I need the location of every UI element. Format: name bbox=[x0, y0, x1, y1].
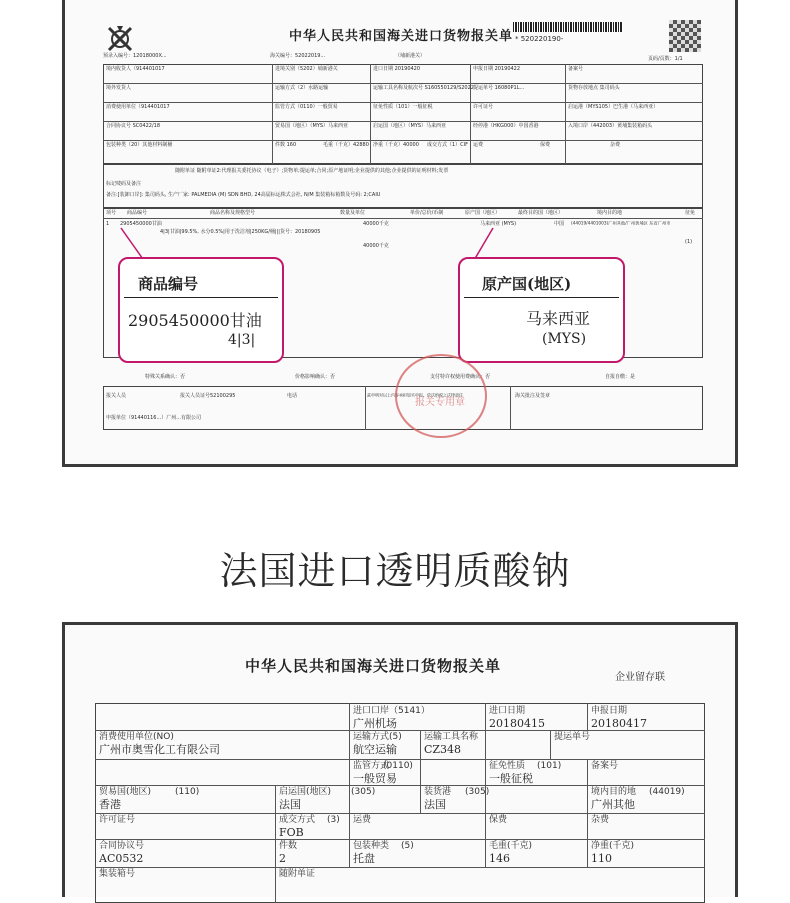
item-col-final: 最终目的国（地区） bbox=[518, 210, 564, 216]
row3-c5: 启运港（MYS105）巴生港（马来西亚） bbox=[568, 104, 659, 110]
trade-country-label: 贸易国(地区) bbox=[99, 787, 152, 797]
destination-value: 广州其他 bbox=[591, 798, 635, 811]
freight-label: 运费 bbox=[353, 815, 372, 825]
royalty-confirm: 支付特许权使用费确认：否 bbox=[430, 374, 491, 380]
row3-c1: 消费使用单位（914401017 bbox=[106, 104, 170, 110]
row4-c1: 合同协议号 SC0422/18 bbox=[106, 123, 161, 129]
transport-mode-value: 航空运输 bbox=[353, 743, 397, 756]
load-port-label: 装货港 bbox=[424, 787, 452, 797]
consumer-label: 消费使用单位(NO) bbox=[99, 732, 174, 742]
item-col-price: 单价/总价/币制 bbox=[410, 210, 444, 216]
docs-note: 随附单证 随附单证2:代理报关委托协议（电子）;货物单;提运单;合同;原产地证明;企业提供的其他;企业提供的证明材料;发票 bbox=[175, 168, 449, 174]
trade-country-value: 香港 bbox=[99, 798, 121, 811]
attached-label: 随附单证 bbox=[279, 869, 316, 879]
license-label: 许可证号 bbox=[99, 815, 136, 825]
consumer-value: 广州市奥雪化工有限公司 bbox=[99, 743, 220, 756]
entry-port-value: 广州机场 bbox=[353, 717, 397, 730]
declare-unit: 申报单位（91440116...）广州...有限公司 bbox=[106, 415, 201, 421]
item-tax: (1) bbox=[685, 239, 693, 245]
form-title: 中华人民共和国海关进口货物报关单 bbox=[289, 29, 514, 44]
trade-country-code: (110) bbox=[175, 787, 200, 797]
declare-date-value: 20180417 bbox=[591, 717, 647, 730]
destination-label: 境内目的地 bbox=[591, 787, 637, 797]
item-qty2: 40000千克 bbox=[363, 243, 389, 249]
destination-code: (44019) bbox=[649, 787, 685, 797]
row5-c8: 杂费 bbox=[610, 142, 621, 148]
row5-c2: 件数 160 bbox=[275, 142, 297, 148]
misc-label: 杂费 bbox=[591, 815, 610, 825]
page-title: 法国进口透明质酸钠 bbox=[219, 549, 571, 593]
item-col-no: 项号 bbox=[106, 210, 117, 216]
zoom-left-sub: 4|3| bbox=[228, 332, 256, 348]
zoom-right-label: 原产国(地区) bbox=[482, 275, 572, 293]
row5-c5: 成交方式（1）CIF bbox=[427, 142, 469, 148]
tax-nature-code: (101) bbox=[537, 761, 562, 771]
customs-note-label: 海关批注及签章 bbox=[515, 393, 551, 399]
row4-c3: 启运国（地区）（MYS）马来西亚 bbox=[373, 123, 447, 129]
self-declare: 自报自缴：是 bbox=[605, 374, 636, 380]
row2-c4: 提运单号 16080P1L... bbox=[473, 85, 525, 91]
marks-label: 标记唛码及备注 bbox=[106, 181, 142, 187]
declarant-no: 报关人员证号52100295 bbox=[180, 393, 236, 399]
package-code: (5) bbox=[401, 841, 414, 851]
item-col-tax: 征免 bbox=[685, 210, 696, 216]
zoom-right-value: 马来西亚 bbox=[526, 309, 591, 328]
row1-c3: 进口日期 20190420 bbox=[373, 66, 421, 72]
zoom-right-sub: (MYS) bbox=[542, 331, 587, 347]
zoom-left-label: 商品编号 bbox=[138, 275, 199, 293]
net-value: 110 bbox=[591, 852, 612, 865]
declare-date-label: 申报日期 bbox=[591, 706, 628, 716]
entry-port-label: 进口口岸（5141） bbox=[353, 706, 430, 716]
transport-tool-label: 运输工具名称 bbox=[424, 732, 479, 742]
import-date-label: 进口日期 bbox=[489, 706, 526, 716]
price-confirm: 价格影响确认：否 bbox=[295, 374, 336, 380]
transport-mode-label: 运输方式(5) bbox=[353, 732, 402, 742]
net-label: 净重(千克) bbox=[591, 841, 635, 851]
top-customs-form bbox=[62, 0, 738, 467]
row1-c4: 申报日期 20190422 bbox=[473, 66, 521, 72]
item-col-code: 商品编号 bbox=[127, 210, 148, 216]
load-port-value: 法国 bbox=[424, 798, 446, 811]
bill-no-label: 提运单号 bbox=[554, 732, 591, 742]
deal-mode-value: FOB bbox=[279, 826, 304, 839]
pieces-label: 件数 bbox=[279, 841, 298, 851]
item-dest: (44019/4401003)广州其他/广州黄埔区 东省广州市 bbox=[571, 221, 671, 227]
load-port-code: (305) bbox=[465, 787, 490, 797]
zoom-origin-country bbox=[458, 257, 625, 363]
row1-c5: 备案号 bbox=[568, 66, 584, 72]
item-spec: 4|3|甘油|99.5%, 水分0.5%|用于洗洁剂|250KG/桶|||货号：20180905 bbox=[160, 229, 321, 235]
zoom-commodity-code bbox=[118, 257, 284, 363]
item-col-name: 商品名称及规格型号 bbox=[210, 210, 256, 216]
declare-note: 兹申明对以上内容承担如实申报、依法纳税之法律责任 bbox=[367, 393, 464, 398]
gross-value: 146 bbox=[489, 852, 510, 865]
package-label: 包装种类 bbox=[353, 841, 390, 851]
tax-nature-label: 征免性质 bbox=[489, 761, 526, 771]
contract-value: AC0532 bbox=[99, 852, 144, 865]
tax-nature-value: 一般征税 bbox=[489, 772, 533, 785]
supervision-value: 一般贸易 bbox=[353, 772, 397, 785]
row5-c1: 包装种类（20）其他材料制桶 bbox=[106, 142, 173, 148]
stamp-text: 报关专用章 bbox=[415, 397, 465, 408]
customs-no: 海关编号：52022019... bbox=[270, 53, 326, 59]
origin-country-label: 启运国(地区) bbox=[279, 787, 332, 797]
item-origin: 马来西亚 (MYS) bbox=[480, 221, 517, 227]
supervision-code: (0110) bbox=[383, 761, 413, 771]
item-col-dest: 境内目的地 bbox=[597, 210, 623, 216]
row3-c4: 许可证号 bbox=[473, 104, 494, 110]
row4-c2: 贸易国（地区）（MYS）马来西亚 bbox=[275, 123, 349, 129]
bottom-customs-form bbox=[62, 622, 738, 897]
package-value: 托盘 bbox=[353, 852, 375, 865]
page-label: 页码/页数：1/1 bbox=[648, 56, 683, 62]
row2-c1: 境外发货人 bbox=[106, 85, 132, 91]
barcode-text: * 520220190- bbox=[515, 35, 564, 43]
gross-label: 毛重(千克) bbox=[489, 841, 533, 851]
row3-c2: 监管方式（0110）一般贸易 bbox=[275, 104, 338, 110]
zoom-left-value: 2905450000甘油 bbox=[128, 311, 262, 330]
import-date-value: 20180415 bbox=[489, 717, 545, 730]
row5-c4: 净重（千克）40000 bbox=[373, 142, 419, 148]
item-no: 1 bbox=[106, 221, 110, 227]
row5-c7: 保费 bbox=[540, 142, 551, 148]
exit-port-note: （埔新港关） bbox=[395, 53, 426, 59]
row1-c1: 境内收货人（914401017 bbox=[106, 66, 165, 72]
item-col-qty: 数量及单位 bbox=[340, 210, 366, 216]
row2-c3: 运输工具名称及航次号 S160550129/S2022 bbox=[373, 85, 474, 91]
bottom-form-title: 中华人民共和国海关进口货物报关单 bbox=[245, 657, 502, 675]
declarant-label: 报关人员 bbox=[106, 393, 127, 399]
row4-c5: 入境口岸（442003）黄埔集装箱码头 bbox=[568, 123, 653, 129]
record-no-label: 备案号 bbox=[591, 761, 619, 771]
origin-country-code: (305) bbox=[351, 787, 376, 797]
bottom-corner-label: 企业留存联 bbox=[615, 672, 665, 683]
item-col-origin: 原产国（地区） bbox=[465, 210, 501, 216]
insurance-label: 保费 bbox=[489, 815, 508, 825]
row3-c3: 征免性质（101）一般征税 bbox=[373, 104, 433, 110]
origin-country-value: 法国 bbox=[279, 798, 301, 811]
row2-c5: 货物存放地点 集司码头 bbox=[568, 85, 620, 91]
contract-label: 合同协议号 bbox=[99, 841, 145, 851]
item-code: 2905450000甘油 bbox=[120, 221, 162, 227]
row4-c4: 经停港（HKG000）中国香港 bbox=[473, 123, 539, 129]
pre-entry-no: 预录入编号：12018000X... bbox=[103, 53, 167, 59]
deal-mode-label: 成交方式 bbox=[279, 815, 316, 825]
item-qty: 40000千克 bbox=[363, 221, 389, 227]
row1-c2: 进境关别（5202）埔新港关 bbox=[275, 66, 338, 72]
item-final: 中国 bbox=[554, 221, 565, 227]
row5-c3: 毛重（千克）42880 bbox=[323, 142, 369, 148]
transport-tool-value: CZ348 bbox=[424, 743, 462, 756]
pieces-value: 2 bbox=[279, 852, 286, 865]
deal-mode-code: (3) bbox=[327, 815, 340, 825]
phone-label: 电话 bbox=[287, 393, 298, 399]
supervision-label: 监管方式 bbox=[353, 761, 390, 771]
special-confirm: 特殊关系确认：否 bbox=[145, 374, 186, 380]
row2-c2: 运输方式（2）水路运输 bbox=[275, 85, 329, 91]
marks-text: 备注:[装卸口岸]: 集司码头, 生产厂家: PALMEDIA (M) SDN BHD, 24高届标运株式会社, N/M 集装箱标箱数及号码: 2;CAIU bbox=[106, 192, 381, 198]
container-label: 集装箱号 bbox=[99, 869, 136, 879]
row5-c6: 运费 bbox=[473, 142, 484, 148]
customs-stamp bbox=[395, 354, 487, 438]
